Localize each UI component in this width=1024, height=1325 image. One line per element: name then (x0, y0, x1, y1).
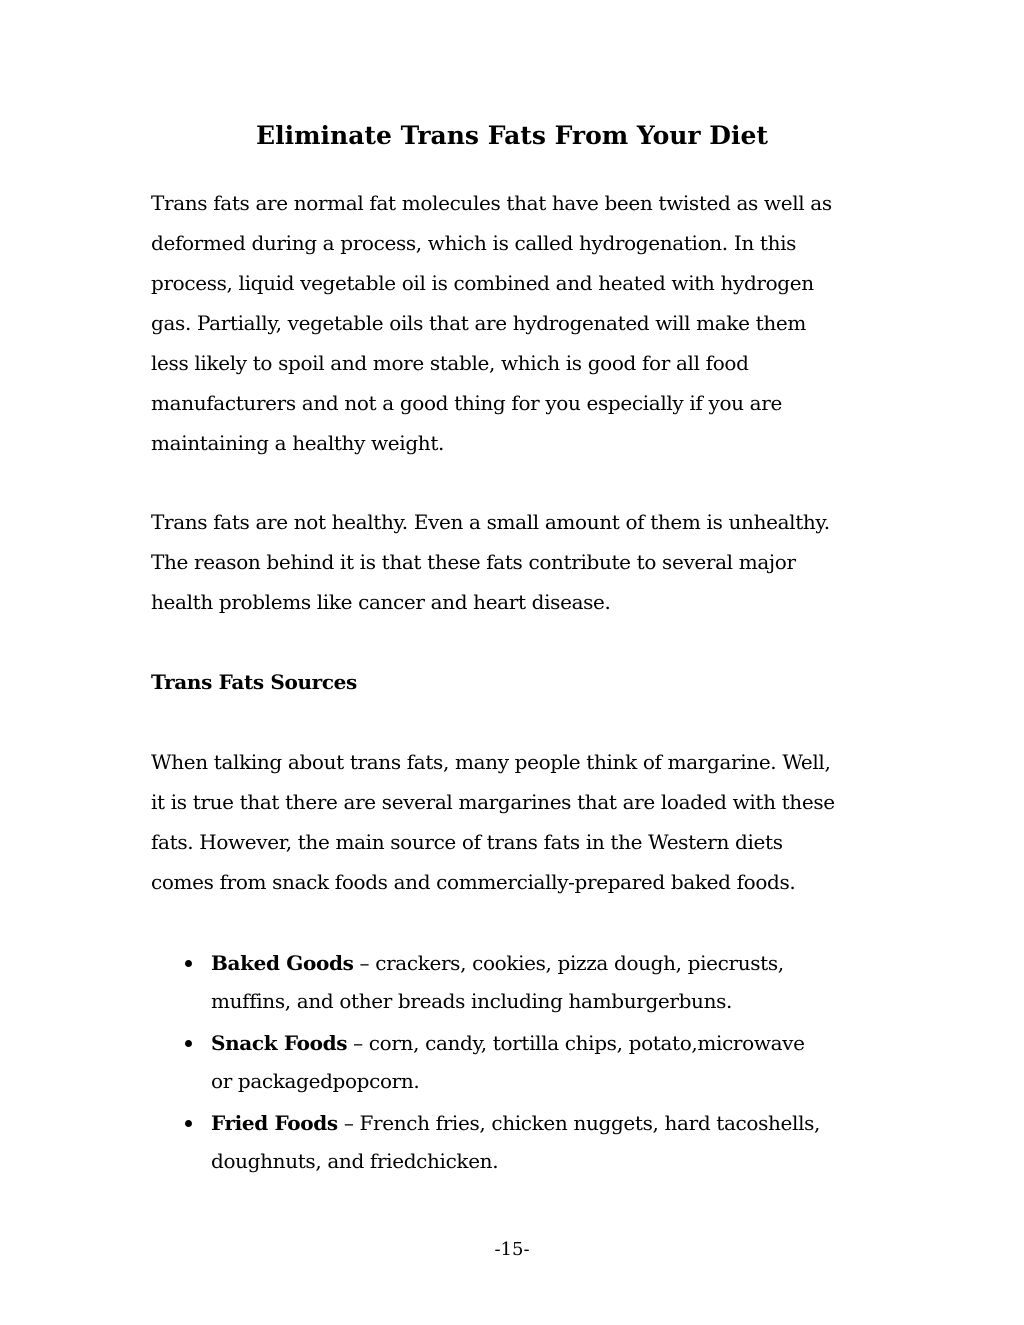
paragraph-line: gas. Partially, vegetable oils that are hydrogenated will make them (151, 311, 806, 335)
paragraph-line: it is true that there are several margarines that are loaded with these (151, 790, 835, 814)
sources-bullet-list (211, 944, 891, 1184)
list-item-line: doughnuts, and friedchicken. (211, 1149, 499, 1173)
list-item-line: muffins, and other breads including hamburgerbuns. (211, 989, 733, 1013)
paragraph-line: fats. However, the main source of trans fats in the Western diets (151, 830, 783, 854)
bullet-icon (185, 1040, 192, 1047)
paragraph-line: process, liquid vegetable oil is combined and heated with hydrogen (151, 271, 814, 295)
paragraph-line: When talking about trans fats, many people think of margarine. Well, (151, 750, 831, 774)
list-item-term: Baked Goods (211, 951, 354, 975)
paragraph-line: less likely to spoil and more stable, which is good for all food (151, 351, 749, 375)
bullet-icon (185, 960, 192, 967)
paragraph-line: maintaining a healthy weight. (151, 431, 445, 455)
list-item-line (211, 944, 891, 982)
page-number: -15- (494, 1239, 530, 1260)
paragraph-line: manufacturers and not a good thing for you especially if you are (151, 391, 782, 415)
list-item-term: Fried Foods (211, 1111, 338, 1135)
list-item-line (211, 1024, 891, 1062)
section-heading-sources: Trans Fats Sources (151, 670, 357, 694)
paragraph-line: The reason behind it is that these fats contribute to several major (151, 550, 796, 574)
bullet-icon (185, 1120, 192, 1127)
list-item-line (211, 1104, 891, 1142)
paragraph-sources (151, 742, 881, 902)
paragraph-line: deformed during a process, which is called hydrogenation. In this (151, 231, 797, 255)
list-item (211, 1104, 891, 1180)
paragraph-health (151, 502, 881, 622)
paragraph-hydrogenation (151, 183, 881, 463)
paragraph-line: Trans fats are not healthy. Even a small amount of them is unhealthy. (151, 510, 830, 534)
list-item-text: – corn, candy, tortilla chips, potato,microwave (347, 1031, 805, 1055)
page-title: Eliminate Trans Fats From Your Diet (256, 121, 768, 150)
paragraph-line: Trans fats are normal fat molecules that have been twisted as well as (151, 191, 832, 215)
list-item-term: Snack Foods (211, 1031, 348, 1055)
list-item-text: – crackers, cookies, pizza dough, piecrusts, (353, 951, 784, 975)
list-item (211, 944, 891, 1020)
list-item-text: – French fries, chicken nuggets, hard tacoshells, (337, 1111, 821, 1135)
paragraph-line: health problems like cancer and heart disease. (151, 590, 611, 614)
list-item (211, 1024, 891, 1100)
paragraph-line: comes from snack foods and commercially-prepared baked foods. (151, 870, 796, 894)
list-item-line: or packagedpopcorn. (211, 1069, 420, 1093)
